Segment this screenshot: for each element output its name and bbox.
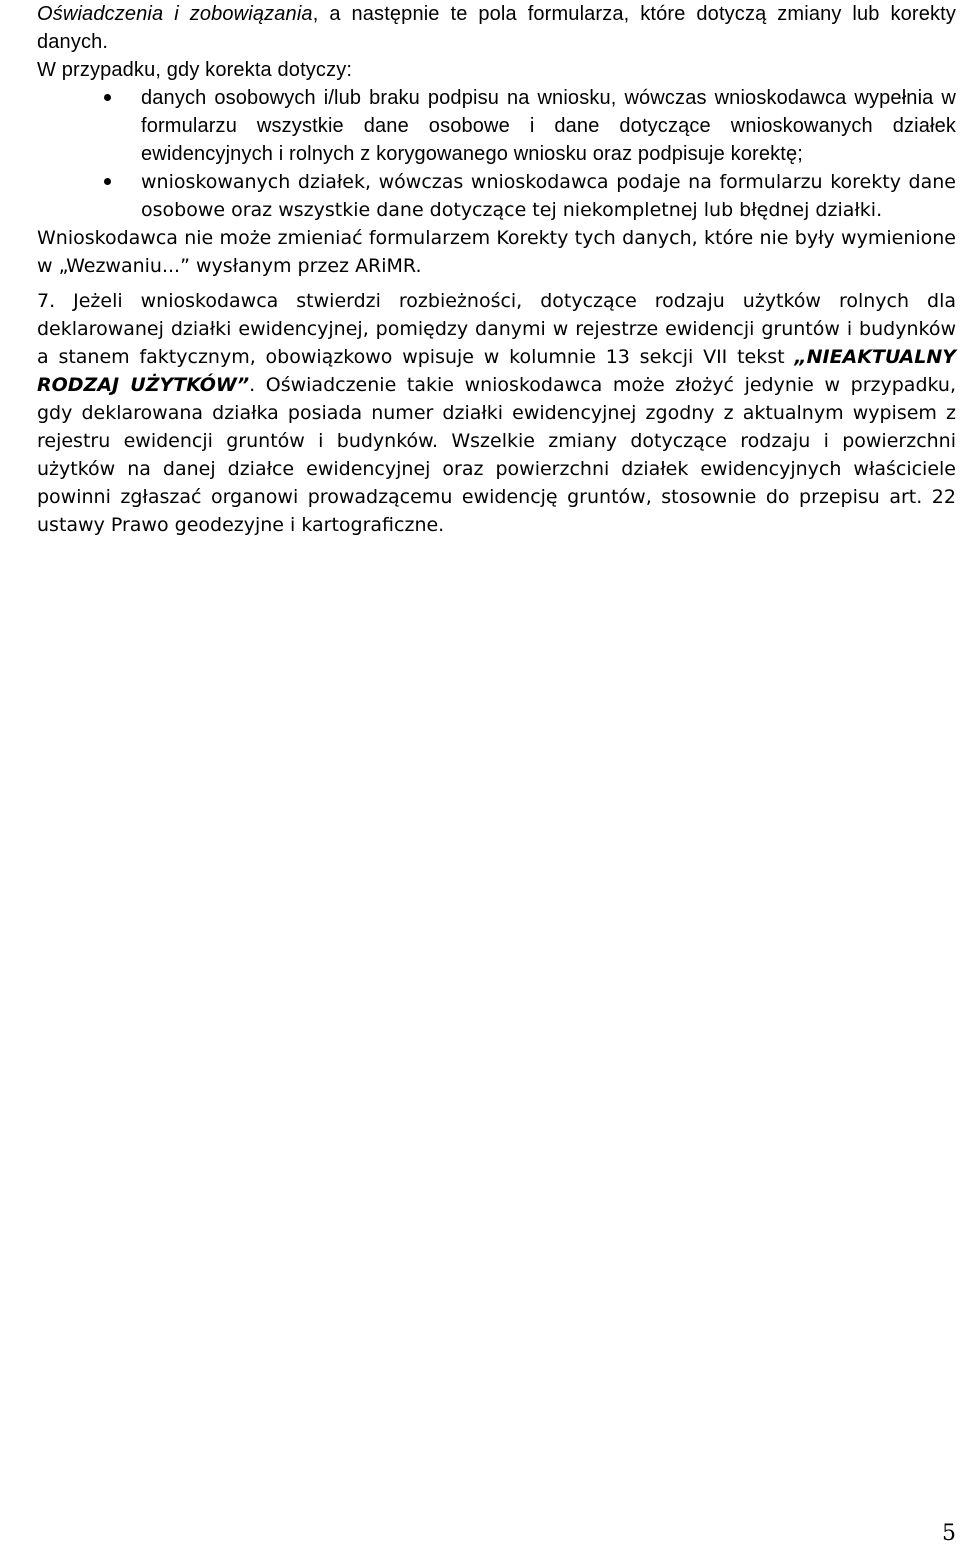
list-item-text: danych osobowych i/lub braku podpisu na wniosku, wówczas wnioskodawca wypełnia w formularzu wszystkie dane osobowe i dane dotyczące wnioskowanych działek ewidencyjnych i rolnych z korygowanego wniosku oraz podpisuje korektę; [141, 87, 956, 165]
item-text-part1: Jeżeli wnioskodawca stwierdzi rozbieżności, dotyczące rodzaju użytków rolnych dla deklarowanej działki ewidencyjnej, pomiędzy danymi w rejestrze ewidencji gruntów i budynków a stanem faktycznym, obowiązkowo wpisuje w kolumnie 13 sekcji VII tekst [37, 290, 956, 368]
intro-paragraph [37, 0, 956, 56]
bullet-icon [104, 178, 111, 185]
item-text-part2: . Oświadczenie takie wnioskodawca może złożyć jedynie w przypadku, gdy deklarowana działka posiada numer działki ewidencyjnej zgodny z aktualnym wypisem z rejestru ewidencji gruntów i budynków. Wszelkie zmiany dotyczące rodzaju i powierzchni użytków na danej działce ewidencyjnej oraz powierzchni działek ewidencyjnych właściciele powinni zgłaszać organowi prowadzącemu ewidencję gruntów, stosownie do przepisu art. 22 ustawy Prawo geodezyjne i kartograficzne. [37, 374, 957, 536]
list-item-text: wnioskowanych działek, wówczas wnioskodawca podaje na formularzu korekty dane osobowe oraz wszystkie dane dotyczące tej niekompletnej lub błędnej działki. [141, 171, 956, 221]
bullet-icon [104, 94, 111, 101]
correction-cases-list [37, 84, 956, 224]
numbered-item-7 [37, 287, 956, 539]
intro-text: , a następnie te pola formularza, które dotyczą zmiany lub korekty danych. [37, 3, 956, 53]
document-page [37, 0, 956, 539]
case-heading: W przypadku, gdy korekta dotyczy: [37, 59, 353, 81]
item-number: 7. [37, 290, 56, 312]
page-number: 5 [942, 1521, 956, 1546]
restriction-paragraph: Wnioskodawca nie może zmieniać formularzem Korekty tych danych, które nie były wymienione w „Wezwaniu...” wysłanym przez ARiMR. [37, 227, 956, 277]
list-item [37, 168, 956, 224]
emphasis-text: „NIEAKTUALNY RODZAJ UŻYTKÓW” [37, 346, 956, 396]
intro-italic-phrase: Oświadczenia i zobowiązania [37, 3, 313, 25]
list-item [37, 84, 956, 168]
